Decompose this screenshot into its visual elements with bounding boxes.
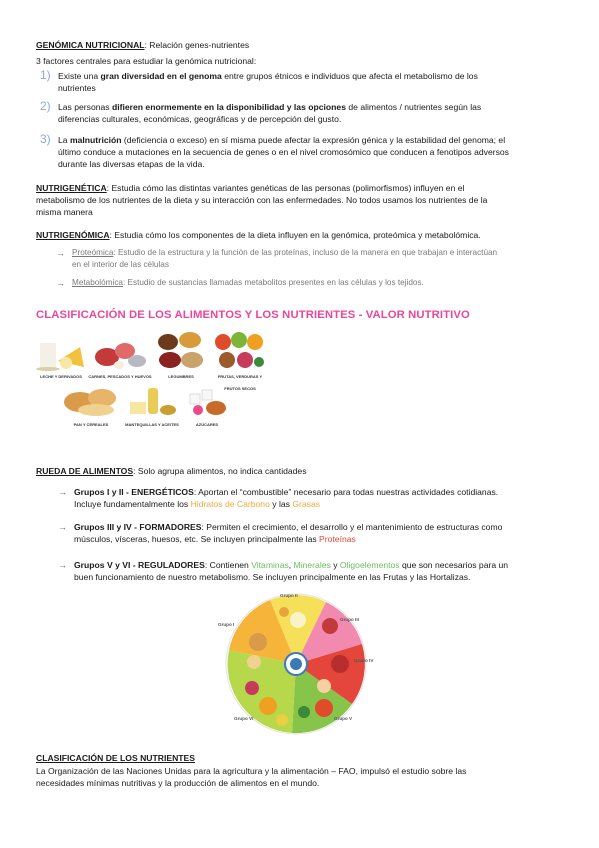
food-caption: LECHE Y DERIVADOS [40,374,82,379]
arrow-icon: → [58,560,67,570]
food-caption: FRUTAS, VERDURAS Y FRUTOS SECOS [217,374,263,391]
text: La [58,135,70,145]
butter-oils-image [124,384,178,418]
text: : Estudio de la estructura y la función de las proteínas, incluso de la manera en que trabajan e interactúan [113,248,498,257]
proteomica-item [72,247,572,271]
bold-text: gran diversidad en el genoma [100,71,222,81]
wheel-label: Grupo II [280,593,298,598]
highlight-oligoelementos: Oligoelementos [339,560,400,570]
highlight-vitaminas: Vitaminas [251,560,289,570]
wheel-label: Grupo III [340,617,359,622]
text: La Organización de las Naciones Unidas para la agricultura y la alimentación – FAO, impulsó el estudio sobre las [36,766,467,776]
wheel-label: Grupo VI [234,716,254,721]
text: metabolismo de los nutrientes de la dieta y su interacción con las enfermedades. No todos usamos los nutrientes de la [36,195,488,205]
food-caption: AZÚCARES [195,422,219,427]
text: diferencias culturales, económicas, geográficas y de percepción del gusto. [58,114,342,124]
food-caption: PAN Y CEREALES [73,422,109,427]
group-label: Grupos I y II - ENERGÉTICOS [74,487,194,497]
clasificacion-title: CLASIFICACIÓN DE LOS ALIMENTOS Y LOS NUTRIENTES - VALOR NUTRITIVO [36,309,470,321]
text: : Aportan el “combustible” necesario para todas nuestras actividades cotidianas. [193,487,499,497]
text: : Estudia cómo las distintas variantes genéticas de las personas (polimorfismos) influyen en el [106,183,465,193]
text: y las [269,499,293,509]
arrow-icon: → [58,522,67,532]
highlight-grasas: Grasas [292,499,321,509]
text: Incluye fundamentalmente los [74,499,191,509]
nutrigenomica-line [36,229,481,241]
highlight-minerales: Minerales [293,560,331,570]
text: buen funcionamiento de nuestro metabolismo. Se incluyen principalmente en las Frutas y las Hortalizas. [74,572,471,582]
text: en el interior de las células [72,260,169,269]
text: de alimentos / nutrientes según las [345,102,482,112]
highlight-hidratos: Hidratos de Carbono [190,499,270,509]
item-number: 3) [40,132,51,146]
rueda-heading: RUEDA DE ALIMENTOS [36,466,134,476]
bold-text: malnutrición [69,135,122,145]
bread-cereals-image [62,384,122,418]
item-number: 1) [40,68,51,82]
genomica-intro: 3 factores centrales para estudiar la genómica nutricional: [36,56,257,66]
bold-text: difieren enormemente en la disponibilidad y las opciones [111,102,346,112]
metabolomica-item [72,277,572,289]
rueda-group-reguladores [74,559,564,583]
text: durante las diversas etapas de la vida. [58,159,205,169]
text: : Estudio de sustancias llamadas metabolitos presentes en las células y los tejidos. [122,278,424,287]
dairy-image [36,333,86,371]
text: necesidades mínimas nutritivas y la producción de alimentos en el mundo. [36,778,320,788]
text: : Solo agrupa alimentos, no indica cantidades [133,466,307,476]
food-caption: CARNES, PESCADOS Y HUEVOS [88,374,152,379]
genomica-heading-line [36,39,249,51]
item-number: 2) [40,99,51,113]
arrow-icon: → [56,248,65,258]
text: , [288,560,294,570]
nutrigenetica-heading: NUTRIGENÉTICA [36,183,107,193]
wheel-label: Grupo IV [354,658,374,663]
rueda-group-formadores [74,521,564,545]
nutrigenomica-heading: NUTRIGENÓMICA [36,230,110,240]
rueda-line [36,465,307,477]
food-caption: LEGUMBRES [168,374,194,379]
fruits-vegetables-nuts-image [213,330,265,372]
text: misma manera [36,207,93,217]
text: nutrientes [58,83,96,93]
genomica-heading: GENÓMICA NUTRICIONAL [36,40,145,50]
sugars-image [186,384,228,418]
text: entre grupos étnicos e individuos que afecta el metabolismo de los [221,71,478,81]
text: : Permiten el crecimiento, el desarrollo y el mantenimiento de estructuras como [201,522,503,532]
term: Metabolómica [72,278,123,287]
text: (deficiencia o exceso) en sí misma puede afectar la expresión génica y la estabilidad del genoma; el [121,135,506,145]
genomica-heading-rest: : Relación genes-nutrientes [144,40,250,50]
genomica-item-2 [58,101,558,125]
wheel-label: Grupo I [218,622,235,627]
text: que son necesarios para un [399,560,509,570]
genomica-item-3 [58,134,558,170]
wheel-label: Grupo V [334,716,353,721]
genomica-item-1 [58,70,558,94]
highlight-proteinas: Proteínas [319,534,356,544]
legumes-image [156,330,206,372]
text: : Contienen [204,560,252,570]
rueda-group-energeticos [74,486,564,510]
arrow-icon: → [58,487,67,497]
nutrientes-heading: CLASIFICACIÓN DE LOS NUTRIENTES [36,753,195,763]
text: Existe una [58,71,101,81]
food-caption: MANTEQUILLAS Y ACEITES [125,422,179,427]
food-wheel-image [212,588,376,738]
nutrientes-text [36,765,561,789]
term: Proteómica [72,248,114,257]
text: : Estudia cómo los componentes de la dieta influyen en la genómica, proteómica y metabolómica. [109,230,481,240]
text: y [330,560,340,570]
meat-fish-eggs-image [93,333,147,371]
text: último conduce a mutaciones en la secuencia de genes o en el nivel cromosómico que conducen a fenotipos adversos [58,147,509,157]
nutrigenetica-block [36,182,561,218]
text: Las personas [58,102,112,112]
arrow-icon: → [56,278,65,288]
group-label: Grupos V y VI - REGULADORES [74,560,205,570]
text: músculos, vísceras, huesos, etc. Se incluyen principalmente las [74,534,320,544]
group-label: Grupos III y IV - FORMADORES [74,522,202,532]
